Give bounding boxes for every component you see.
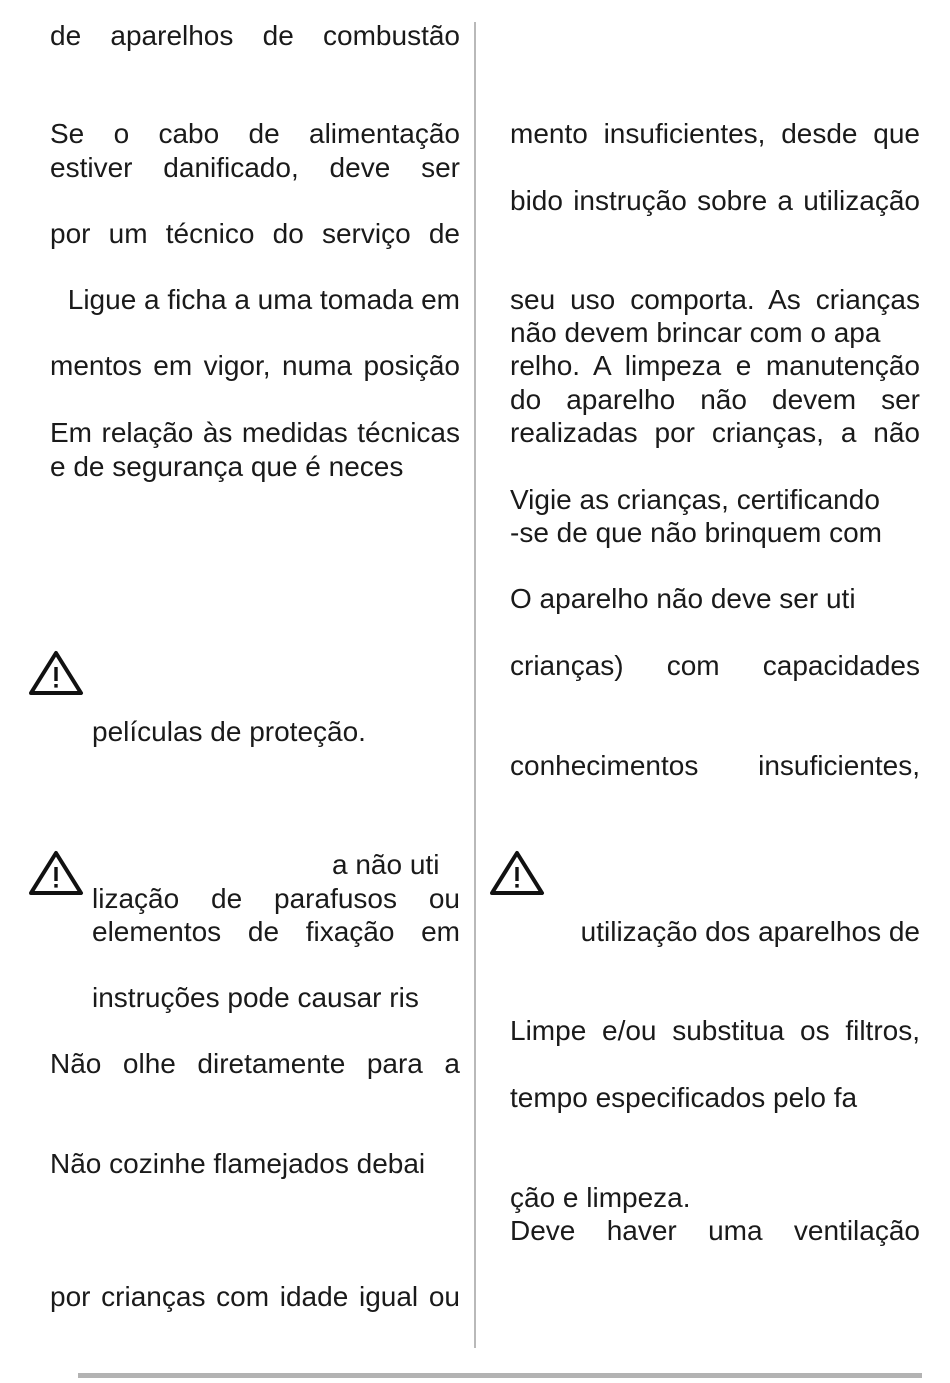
left-text-line: estiver danificado, deve ser [50, 152, 460, 183]
left-text-line: por crianças com idade igual ou [50, 1281, 460, 1312]
right-text-line: crianças) com capacidades [510, 650, 920, 681]
right-text-line: -se de que não brinquem com [510, 517, 882, 548]
right-text-line: Vigie as crianças, certificando [510, 484, 880, 515]
left-text-line: elementos de fixação em [92, 916, 460, 947]
right-text-line: tempo especificados pelo fa [510, 1082, 858, 1113]
warning-triangle-icon [489, 850, 545, 896]
right-text-line: Limpe e/ou substitua os filtros, [510, 1015, 920, 1046]
right-text-line: Deve haver uma ventilação [510, 1215, 920, 1246]
right-text-line: conhecimentos insuficientes, [510, 750, 920, 781]
right-text-line: relho. A limpeza e manutenção [510, 350, 920, 381]
left-text-line: Não cozinhe flamejados debai [50, 1148, 426, 1179]
left-text-line: mentos em vigor, numa posição [50, 350, 460, 381]
left-text-line: e de segurança que é neces [50, 451, 404, 482]
footer-rule [78, 1373, 922, 1378]
right-text-line: seu uso comporta. As crianças [510, 284, 920, 315]
warning-triangle-icon [28, 850, 84, 896]
left-text-line: instruções pode causar ris [92, 982, 419, 1013]
left-text-line: Não olhe diretamente para a [50, 1048, 460, 1079]
right-text-line: bido instrução sobre a utilização [510, 185, 920, 216]
left-text-line: lização de parafusos ou [92, 883, 460, 914]
right-text-line: utilização dos aparelhos de [580, 916, 920, 947]
right-text-line: ção e limpeza. [510, 1182, 691, 1213]
right-text-line: realizadas por crianças, a não [510, 417, 920, 448]
left-text-line: películas de proteção. [92, 716, 366, 747]
warning-triangle-icon [28, 650, 84, 696]
right-text-line: do aparelho não devem ser [510, 384, 920, 415]
left-text-line: a não uti [332, 849, 440, 880]
left-text-line: Ligue a ficha a uma tomada em [67, 284, 460, 315]
column-divider [474, 22, 476, 1348]
right-text-line: O aparelho não deve ser uti [510, 583, 856, 614]
left-text-line: de aparelhos de combustão [50, 20, 460, 51]
left-text-line: Em relação às medidas técnicas [50, 417, 460, 448]
left-text-line: Se o cabo de alimentação [50, 118, 460, 149]
left-text-line: por um técnico do serviço de [50, 218, 460, 249]
right-text-line: não devem brincar com o apa [510, 317, 881, 348]
right-text-line: mento insuficientes, desde que [510, 118, 920, 149]
